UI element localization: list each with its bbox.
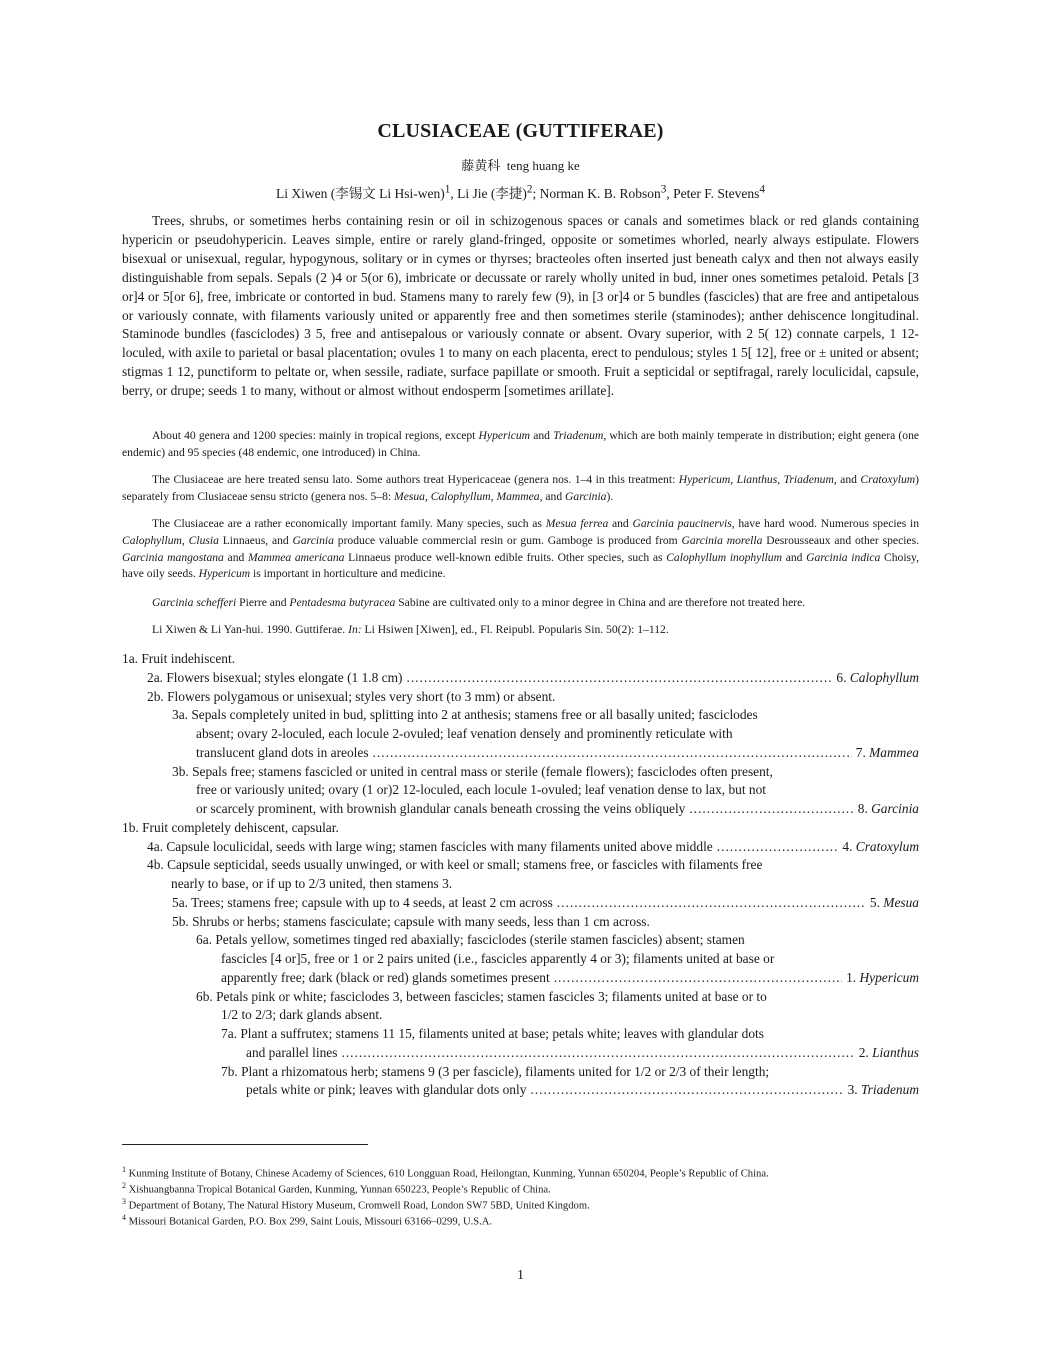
footnote-3: $^3$ Department of Botany, The Natural History Museum, Cromwell Road, London SW7 5BD, United Kingdom. [122, 1197, 590, 1212]
key-4b-cont: nearly to base, or if up to 2/3 united, then stamens 3. [171, 876, 453, 891]
distribution-paragraph: About 40 genera and 1200 species: mainly in tropical regions, except Hypericum and Triadenum, which are both mainly temperate in distribution; eight genera (one endemic) and 95 species (48 endemic, one introduced) in China. [122, 429, 920, 459]
key-genus-cratoxylum: Cratoxylum [855, 838, 919, 854]
chinese-name: 藤黄科 [461, 158, 501, 173]
author-3: Norman K. B. Robson [539, 186, 661, 201]
footnote-2: $^2$ Xishuangbanna Tropical Botanical Garden, Kunming, Yunnan 650223, People’s Republic of China. [122, 1181, 551, 1196]
key-7a: 7a. Plant a suffrutex; stamens 11 15, filaments united at base; petals white; leaves with glandular dots [221, 1026, 764, 1041]
author-line [0, 182, 1041, 202]
author-separator: , [666, 186, 674, 201]
author-separator: , [450, 186, 458, 201]
key-4a: 4a. Capsule loculicidal, seeds with large wing; stamen fascicles with many filaments united above middle ..... 4. Cratoxylum [122, 838, 919, 857]
author-2-sup: 2 [526, 183, 533, 196]
key-3b-cont: free or variously united; ovary (1 or)2 12-loculed, each locule 1-ovuled; leaf venation dense to lax, but not [196, 782, 767, 798]
cultivated-paragraph: Garcinia schefferi Pierre and Pentadesma butyracea Sabine are cultivated only to a minor degree in China and are therefore not treated here. [152, 596, 806, 609]
economic-paragraph: The Clusiaceae are a rather economically important family. Many species, such as Mesua ferrea and Garcinia paucinervis, have hard wood. Numerous species in Calophyllum, Clusia Linnaeus, and Garcinia produce valuable commercial resin or gum. Gamboge is produced from Garcinia morella Desrousseaux and other species. Garcinia mangostana and Mammea americana Linnaeus produce well-known edible fruits. Other species, such as Calophyllum inophyllum and Garcinia indica Choisy, have oily seeds. Hypericum is important in horticulture and medicine. [122, 517, 919, 581]
key-genus-hypericum: Hypericum [859, 969, 919, 985]
author-separator: ; [532, 186, 540, 201]
key-3a: 3a. Sepals completely united in bud, splitting into 2 at anthesis; stamens free or all basally united; fasciclodes [172, 707, 758, 723]
author-4-sup: 4 [759, 183, 766, 196]
author-1-sup: 1 [444, 183, 451, 196]
key-genus-garcinia: Garcinia [871, 801, 919, 816]
key-6b: 6b. Petals pink or white; fasciclodes 3, between fascicles; stamen fascicles 3; filaments united at base or to [196, 988, 767, 1004]
key-5b: 5b. Shrubs or herbs; stamens fasciculate; capsule with many seeds, less than 1 cm across. [172, 913, 650, 929]
genus-key [122, 650, 919, 1100]
key-1a: 1a. Fruit indehiscent. [122, 651, 236, 666]
page-number: 1 [517, 1268, 524, 1283]
pinyin-name: teng huang ke [506, 158, 580, 173]
key-7a-lead: and parallel lines ..... 2. Lianthus [122, 1044, 919, 1063]
reference-paragraph: Li Xiwen & Li Yan-hui. 1990. Guttiferae. In: Li Hsiwen [Xiwen], ed., Fl. Reipubl. Popularis Sin. 50(2): 1–112. [152, 623, 669, 636]
chinese-name-line [0, 155, 1041, 174]
key-6b-cont: 1/2 to 2/3; dark glands absent. [221, 1007, 383, 1023]
key-7b-lead: petals white or pink; leaves with glandular dots only ..... 3. Triadenum [122, 1081, 919, 1100]
author-3-sup: 3 [660, 183, 667, 196]
key-2b: 2b. Flowers polygamous or unisexual; styles very short (to 3 mm) or absent. [147, 688, 556, 704]
key-6a: 6a. Petals yellow, sometimes tinged red abaxially; fasciclodes (sterile stamen fascicles) absent; stamen [196, 932, 745, 948]
page-title: CLUSIACEAE (GUTTIFERAE) [377, 120, 664, 142]
key-genus-mammea: Mammea [869, 744, 919, 760]
key-6a-lead: apparently free; dark (black or red) glands sometimes present ..... 1. Hypericum [122, 969, 919, 988]
key-6a-cont: fascicles [4 or]5, free or 1 or 2 pairs united (i.e., fascicles apparently 4 or 3); filaments united at base or [221, 951, 775, 966]
footnote-rule [122, 1144, 368, 1145]
key-2a: 2a. Flowers bisexual; styles elongate (1 1.8 cm) ..... 6. Calophyllum [122, 669, 919, 688]
key-7b: 7b. Plant a rhizomatous herb; stamens 9 (3 per fascicle), filaments united for 1/2 or 2/3 of their length; [221, 1063, 770, 1079]
key-genus-mesua: Mesua [883, 894, 919, 910]
sensu-paragraph: The Clusiaceae are here treated sensu lato. Some authors treat Hypericaceae (genera nos. 1–4 in this treatment: Hypericum, Lianthus, Triadenum, and Cratoxylum) separately from Clusiaceae sensu stricto (genera nos. 5–8: Mesua, Calophyllum, Mammea, and Garcinia). [122, 473, 919, 503]
footnote-1: $^1$ Kunming Institute of Botany, Chinese Academy of Sciences, 610 Longguan Road, Heilongtan, Kunming, Yunnan 650204, People’s Republic of China. [122, 1165, 769, 1180]
key-genus-triadenum: Triadenum [860, 1082, 919, 1098]
key-3b-lead: or scarcely prominent, with brownish glandular canals beneath crossing the veins obliquely ..... 8. Garcinia [122, 800, 919, 819]
family-description: Trees, shrubs, or sometimes herbs containing resin or oil in schizogenous spaces or canals and sometimes black or red glands containing hypericin or pseudohypericin. Leaves simple, entire or rarely gland-fringed, opposite or sometimes whorled, nearly always estipulate. Flowers bisexual or unisexual, regular, hypogynous, solitary or in cymes or thyrses; bracteoles often inserted just beneath calyx and then not always easily distinguishable from sepals. Sepals (2 )4 or 5(or 6), imbricate or decussate or rarely wholly united in bud, inner ones sometimes petaloid. Petals [3 or]4 or 5[or 6], free, imbricate or contorted in bud. Stamens many to rarely few (9), in [3 or]4 or 5 bundles (fascicles) that are free and antipetalous or variously connate, with filaments variously united or apparently free and then sometimes sterile (staminodes); anther dehiscence longitudinal. Staminode bundles (fasciclodes) 3 5, free and antisepalous or variously connate or absent. Ovary superior, with 2 5( 12) connate carpels, 1 12-loculed, with axile to parietal or basal placentation; ovules 1 to many on each placenta, erect to pendulous; styles 1 5[ 12], free or ± united or absent; stigmas 1 12, punctiform to peltate or, when sessile, radiate, surface papillate or smooth. Fruit a septicidal or septifragal, rarely loculicidal, capsule, berry, or drupe; seeds 1 to many, without or almost without endosperm [sometimes arillate]. [122, 213, 919, 399]
author-2: Li Jie (李捷) [457, 186, 527, 201]
key-1b: 1b. Fruit completely dehiscent, capsular. [122, 819, 339, 835]
footnote-4: $^4$ Missouri Botanical Garden, P.O. Box 299, Saint Louis, Missouri 63166–0299, U.S.A. [122, 1213, 493, 1228]
key-3b: 3b. Sepals free; stamens fascicled or united in central mass or sterile (female flowers); fasciclodes often present, [172, 763, 773, 779]
key-4b: 4b. Capsule septicidal, seeds usually unwinged, or with keel or small; stamens free, or fascicles with filaments free [147, 857, 763, 873]
key-3a-cont: absent; ovary 2-loculed, each locule 2-ovuled; leaf venation densely and prominently reticulate with [196, 726, 733, 741]
key-3a-lead: translucent gland dots in areoles ..... 7. Mammea [122, 744, 919, 763]
key-5a: 5a. Trees; stamens free; capsule with up to 4 seeds, at least 2 cm across ..... 5. Mesua [122, 894, 919, 913]
key-genus-calophyllum: Calophyllum [849, 669, 919, 685]
key-genus-lianthus: Lianthus [872, 1044, 919, 1060]
author-4: Peter F. Stevens [673, 186, 760, 201]
author-1: Li Xiwen (李锡文 Li Hsi-wen) [275, 186, 445, 201]
